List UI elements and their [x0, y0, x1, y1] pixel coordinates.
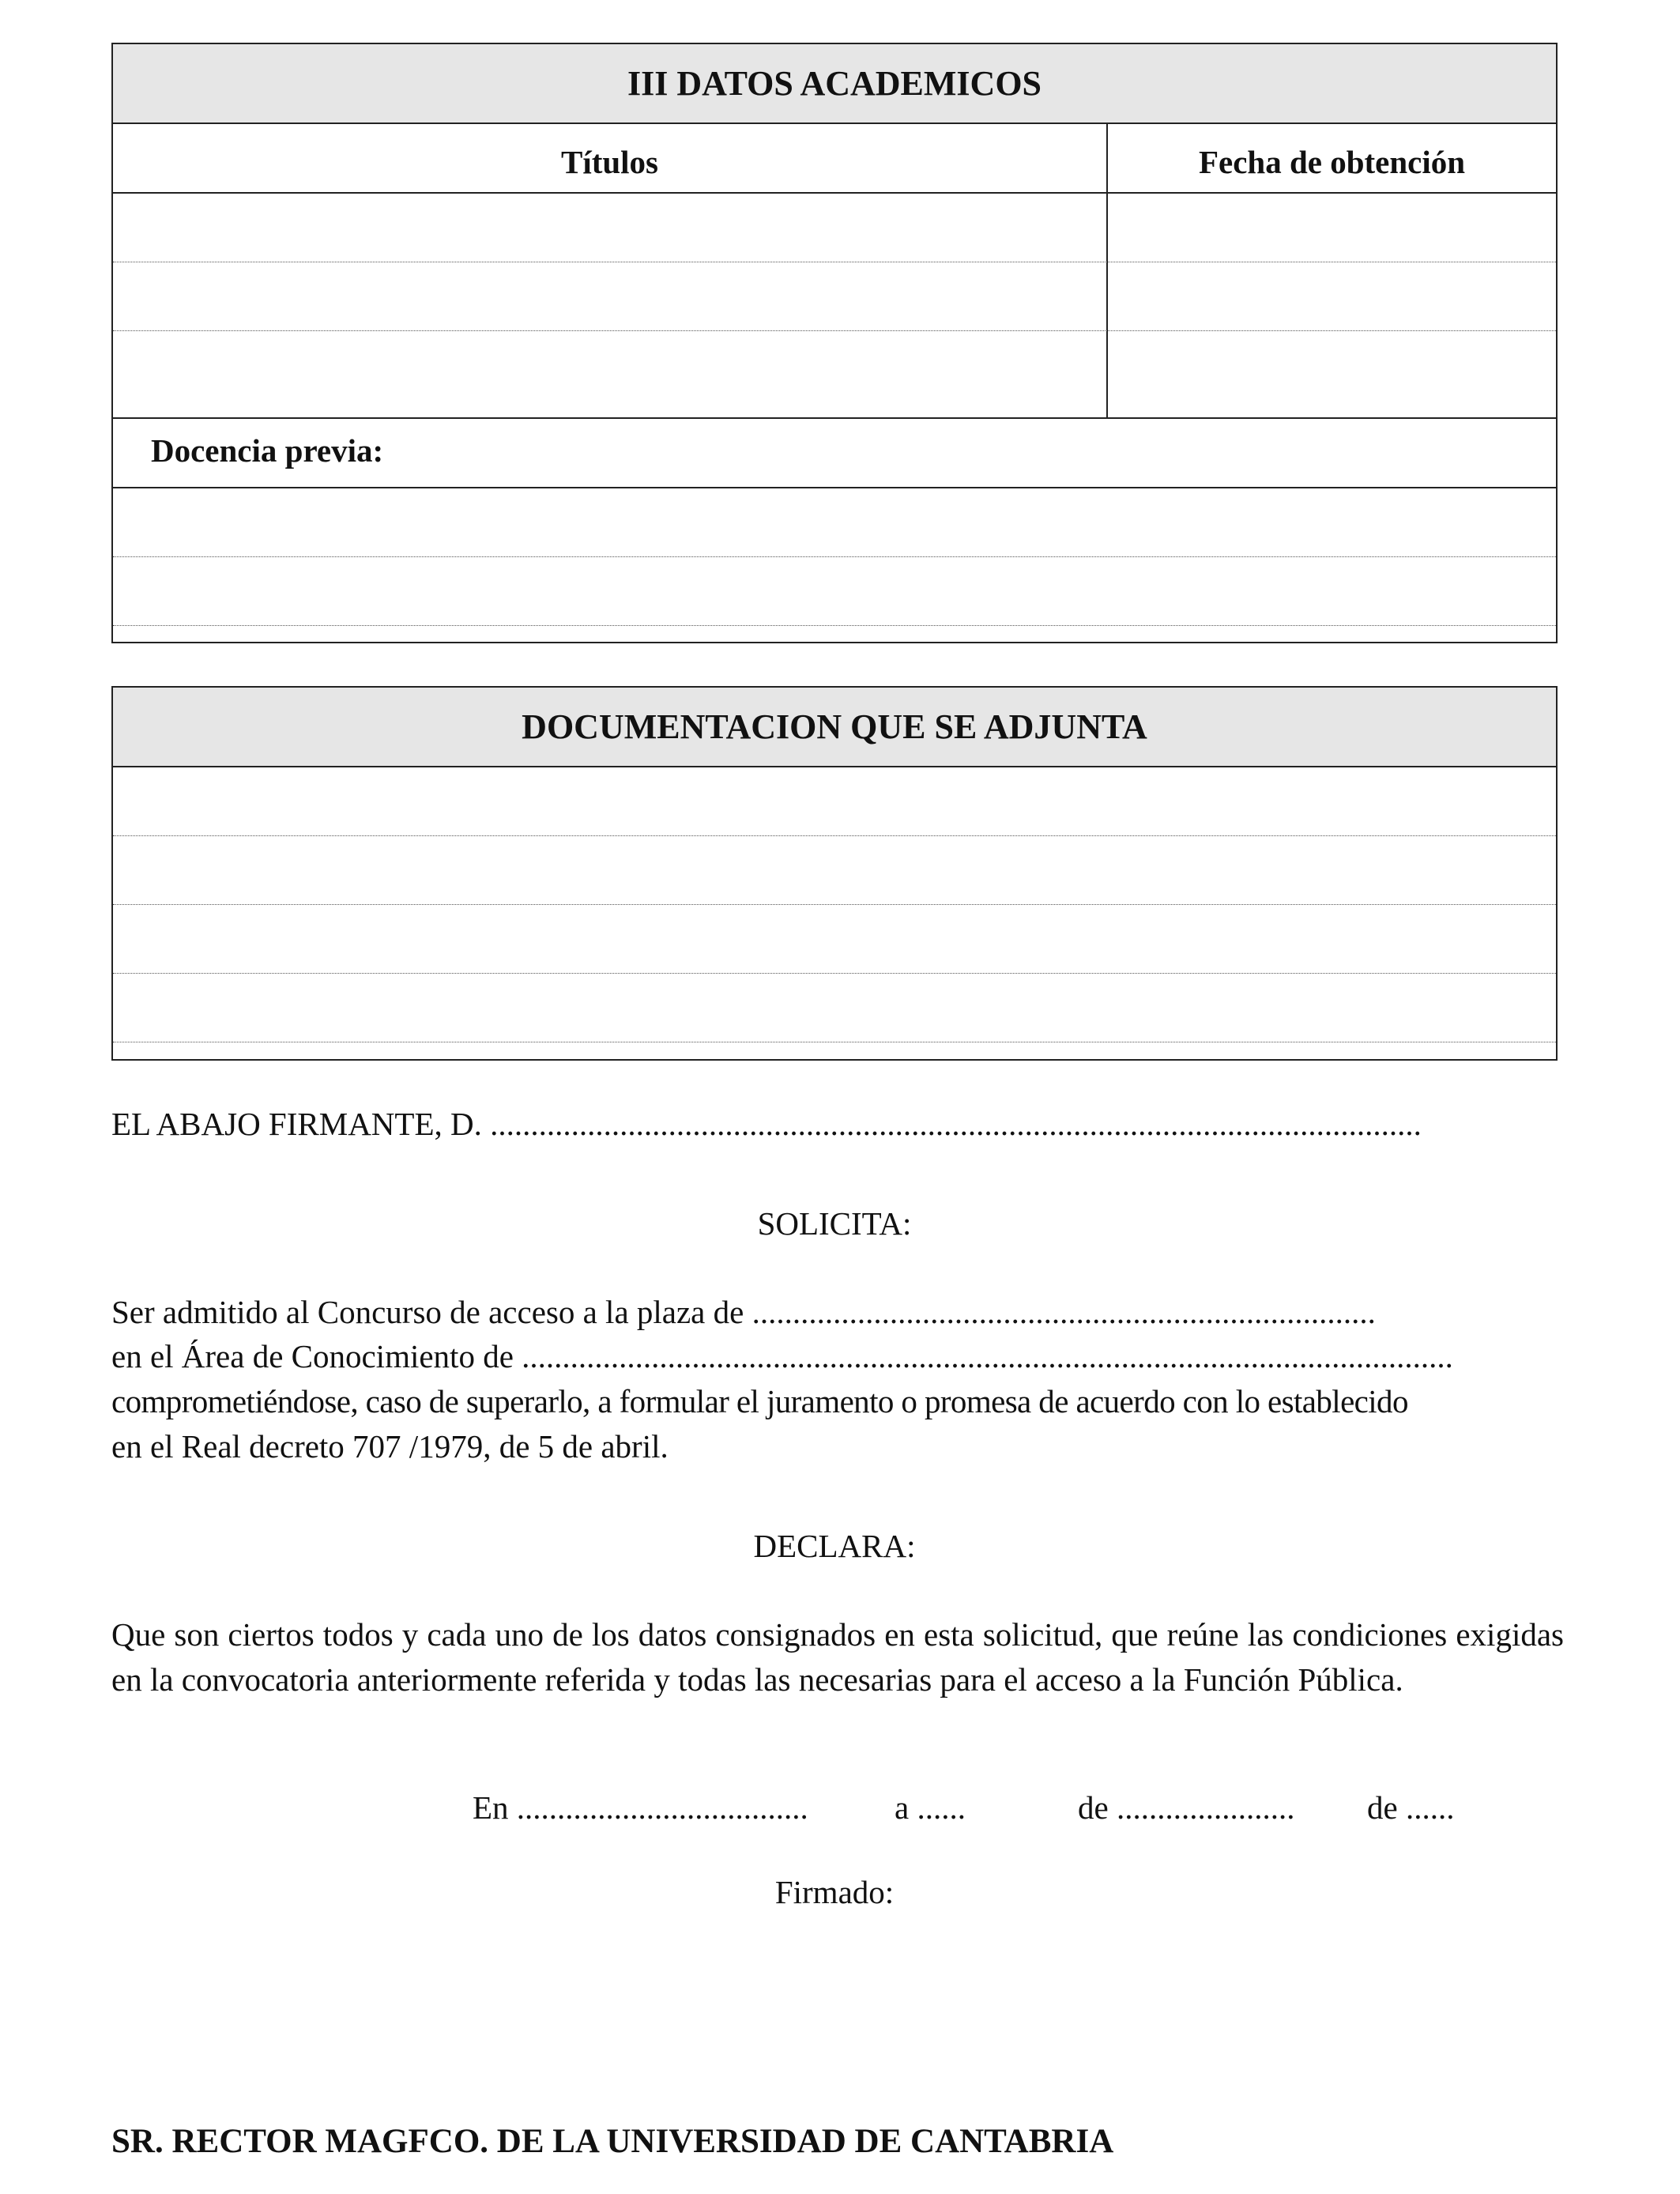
- year-field[interactable]: de ......: [1367, 1789, 1455, 1826]
- column-titles: Títulos: [560, 144, 659, 180]
- academic-data-table: [111, 43, 1558, 643]
- teaching-entry-row[interactable]: [113, 557, 1556, 626]
- academic-data-header: [113, 44, 1556, 124]
- attached-docs-table: [111, 686, 1558, 1061]
- doc-entry-row[interactable]: [113, 836, 1556, 905]
- column-date: Fecha de obtención: [1198, 144, 1466, 180]
- title-entry-row[interactable]: [113, 194, 1556, 262]
- signed-label: Firmado:: [774, 1874, 895, 1910]
- solicita-line-2[interactable]: en el Área de Conocimiento de ...................................................................................................................: [111, 1338, 1453, 1374]
- doc-entry-row[interactable]: [113, 767, 1556, 836]
- solicita-line-3: comprometiéndose, caso de superarlo, a formular el juramento o promesa de acuerdo con lo establecido: [111, 1383, 1408, 1419]
- addressee: SR. RECTOR MAGFCO. DE LA UNIVERSIDAD DE CANTABRIA: [111, 2123, 1114, 2160]
- doc-entry-row[interactable]: [113, 905, 1556, 974]
- signer-line[interactable]: EL ABAJO FIRMANTE, D. ...................................................................................................................: [111, 1106, 1422, 1142]
- declara-text: Que son ciertos todos y cada uno de los datos consignados en esta solicitud, que reúne las condiciones exigidas en la convocatoria anteriormente referida y todas las necesarias para el acceso a la Función Pública.: [111, 1616, 1564, 1698]
- day-field[interactable]: a ......: [895, 1789, 966, 1826]
- solicita-line-4: en el Real decreto 707 /1979, de 5 de abril.: [111, 1428, 669, 1465]
- doc-entry-row[interactable]: [113, 974, 1556, 1042]
- declara-heading: DECLARA:: [753, 1528, 916, 1564]
- teaching-entry-row[interactable]: [113, 488, 1556, 557]
- title-entry-row[interactable]: [113, 262, 1556, 331]
- solicita-heading: SOLICITA:: [757, 1205, 912, 1242]
- teaching-label: Docencia previa:: [151, 432, 384, 469]
- teaching-divider: [113, 417, 1556, 419]
- attached-docs-title: DOCUMENTACION QUE SE ADJUNTA: [522, 707, 1147, 746]
- academic-columns-row: [113, 124, 1556, 194]
- solicita-line-1[interactable]: Ser admitido al Concurso de acceso a la plaza de .............................................................................: [111, 1294, 1376, 1330]
- month-field[interactable]: de ......................: [1078, 1789, 1295, 1826]
- academic-data-title: III DATOS ACADEMICOS: [627, 64, 1042, 103]
- place-field[interactable]: En ....................................: [473, 1789, 808, 1826]
- attached-docs-header: [113, 688, 1556, 767]
